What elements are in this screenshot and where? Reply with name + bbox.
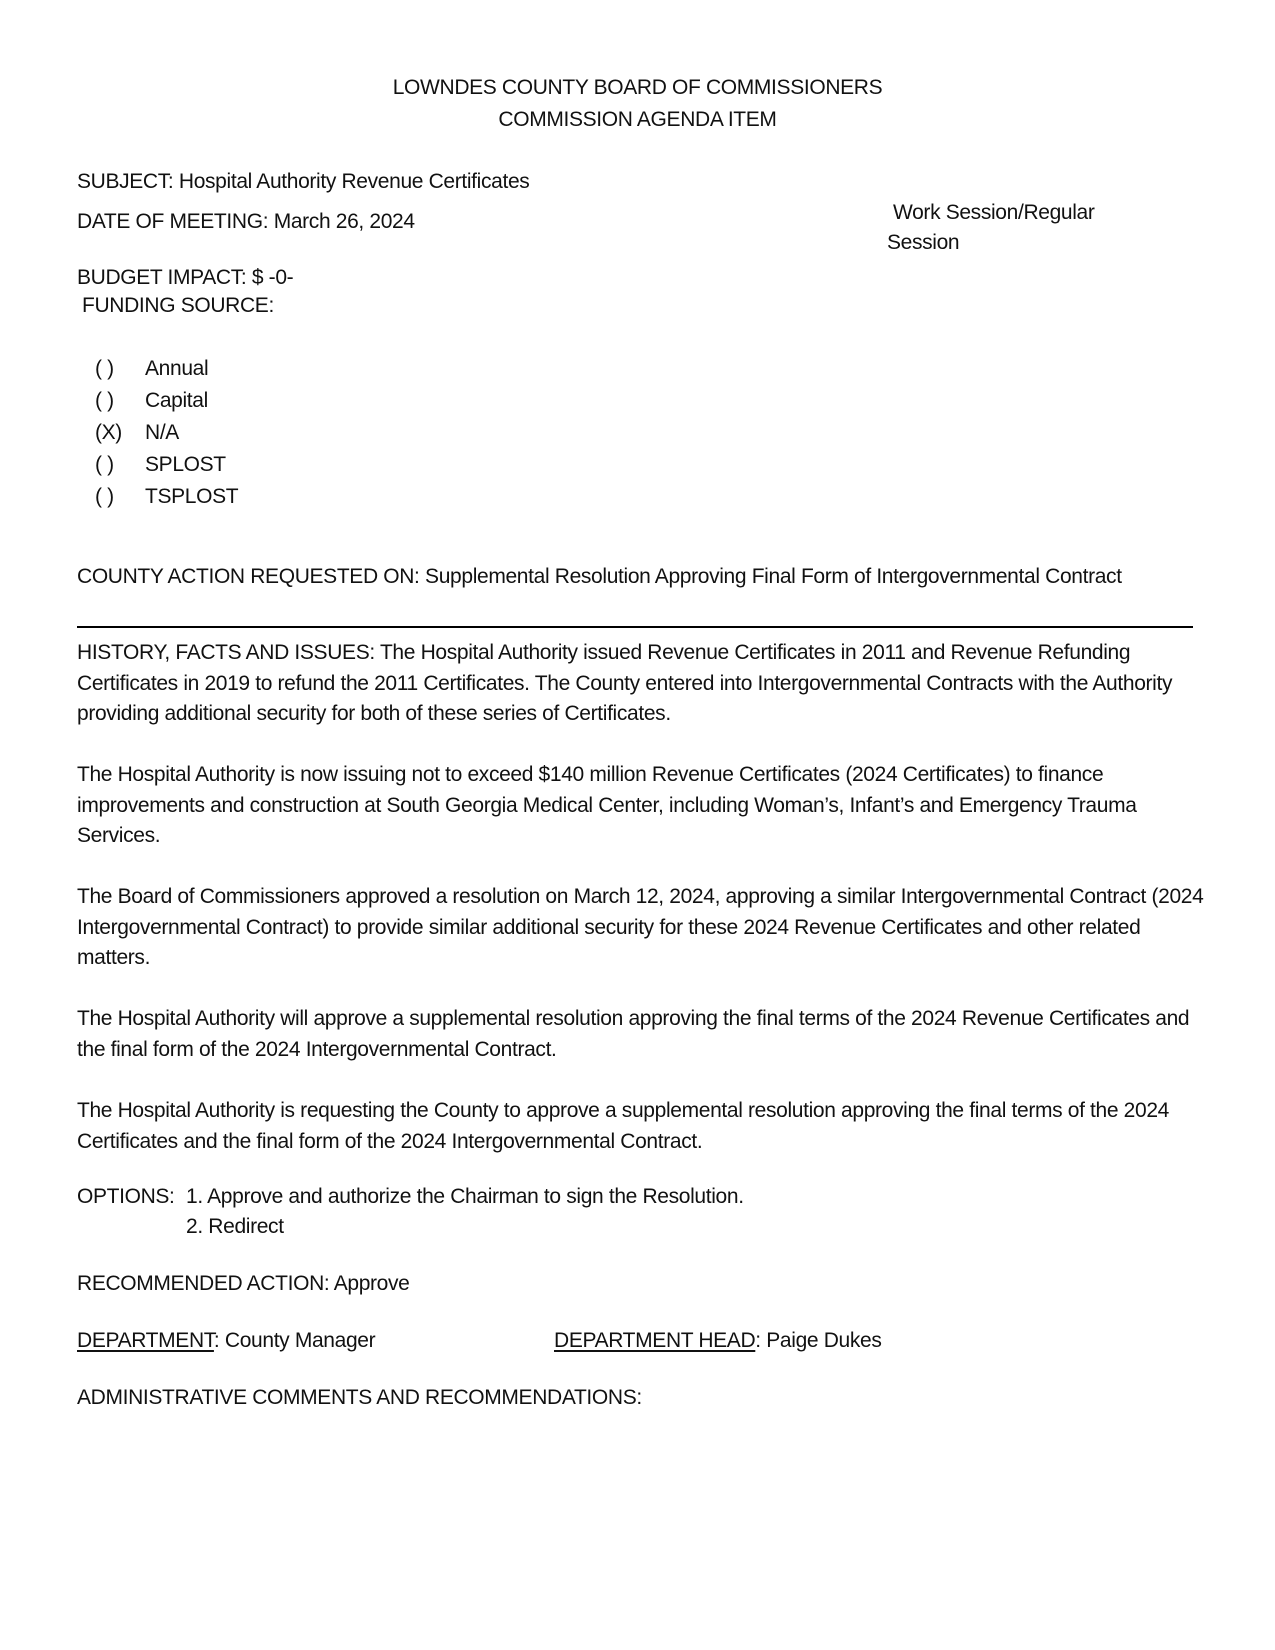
department-head-row [554, 1329, 881, 1353]
history-paragraph-1 [77, 638, 1207, 730]
funding-option-label: SPLOST [145, 453, 226, 476]
meeting-date-row [77, 210, 415, 234]
funding-option-tsplost [95, 485, 238, 509]
recommended-action-label: RECOMMENDED ACTION: [77, 1272, 330, 1295]
department-value: : County Manager [213, 1329, 376, 1352]
meeting-date-value: March 26, 2024 [273, 210, 415, 233]
funding-checkbox: ( ) [95, 389, 114, 412]
history-paragraph-2: The Hospital Authority is now issuing not to exceed $140 million Revenue Certificates (2024 Certificates) to finance improvements and construction at South Georgia Medical Center, including Woman’s, Infant’s and Emergency Trauma Services. [77, 763, 1137, 847]
funding-option-capital [95, 389, 208, 413]
funding-option-na [95, 421, 179, 445]
document-title: LOWNDES COUNTY BOARD OF COMMISSIONERS [392, 76, 883, 99]
history-text: The Hospital Authority issued Revenue Certificates in 2011 and Revenue Refunding Certificates in 2019 to refund the 2011 Certificates. The County entered into Intergovernmental Contracts with the Authority providing additional security for both of these series of Certificates. [77, 641, 1173, 725]
options-label: OPTIONS: [77, 1185, 175, 1208]
funding-option-annual [95, 357, 208, 381]
department-head-label: DEPARTMENT HEAD [554, 1329, 756, 1352]
subject-label: SUBJECT: [77, 170, 174, 193]
funding-option-label: TSPLOST [145, 485, 239, 508]
funding-checkbox: ( ) [95, 357, 114, 380]
recommended-action-value: Approve [333, 1272, 410, 1295]
funding-option-label: N/A [145, 421, 179, 444]
funding-option-label: Capital [145, 389, 208, 412]
section-divider [77, 626, 1193, 628]
session-type-line1: Work Session/Regular [893, 201, 1095, 224]
meeting-date-label: DATE OF MEETING: [77, 210, 269, 233]
subject-row [77, 170, 529, 194]
department-head-value: : Paige Dukes [755, 1329, 882, 1352]
funding-option-splost [95, 453, 226, 477]
funding-checkbox-checked: (X) [95, 421, 122, 444]
department-label: DEPARTMENT [77, 1329, 214, 1352]
budget-impact-value: $ -0- [251, 266, 294, 289]
funding-checkbox: ( ) [95, 453, 114, 476]
document-subtitle: COMMISSION AGENDA ITEM [498, 108, 777, 131]
session-type-line2: Session [887, 231, 960, 254]
funding-source-label: FUNDING SOURCE: [82, 294, 274, 317]
funding-option-label: Annual [145, 357, 209, 380]
administrative-comments-label: ADMINISTRATIVE COMMENTS AND RECOMMENDATIONS: [77, 1386, 642, 1409]
budget-impact-row [77, 266, 293, 290]
budget-impact-label: BUDGET IMPACT: [77, 266, 247, 289]
recommended-action-row [77, 1272, 409, 1296]
history-paragraph-4: The Hospital Authority will approve a supplemental resolution approving the final terms of the 2024 Revenue Certificates and the final form of the 2024 Intergovernmental Contract. [77, 1007, 1190, 1061]
history-paragraph-3: The Board of Commissioners approved a resolution on March 12, 2024, approving a similar Intergovernmental Contract (2024 Intergovernmental Contract) to provide similar additional security for these 2024 Revenue Certificates and other related matters. [77, 885, 1204, 969]
history-label: HISTORY, FACTS AND ISSUES: [77, 641, 375, 664]
option-item-1: 1. Approve and authorize the Chairman to sign the Resolution. [186, 1185, 744, 1208]
county-action-value: Supplemental Resolution Approving Final Form of Intergovernmental Contract [425, 565, 1122, 588]
subject-value: Hospital Authority Revenue Certificates [178, 170, 530, 193]
funding-checkbox: ( ) [95, 485, 114, 508]
history-paragraph-5: The Hospital Authority is requesting the County to approve a supplemental resolution approving the final terms of the 2024 Certificates and the final form of the 2024 Intergovernmental Contract. [77, 1099, 1169, 1153]
county-action-label: COUNTY ACTION REQUESTED ON: [77, 565, 420, 588]
department-row [77, 1329, 375, 1353]
county-action-section [77, 562, 1157, 593]
option-item-2: 2. Redirect [186, 1215, 284, 1238]
